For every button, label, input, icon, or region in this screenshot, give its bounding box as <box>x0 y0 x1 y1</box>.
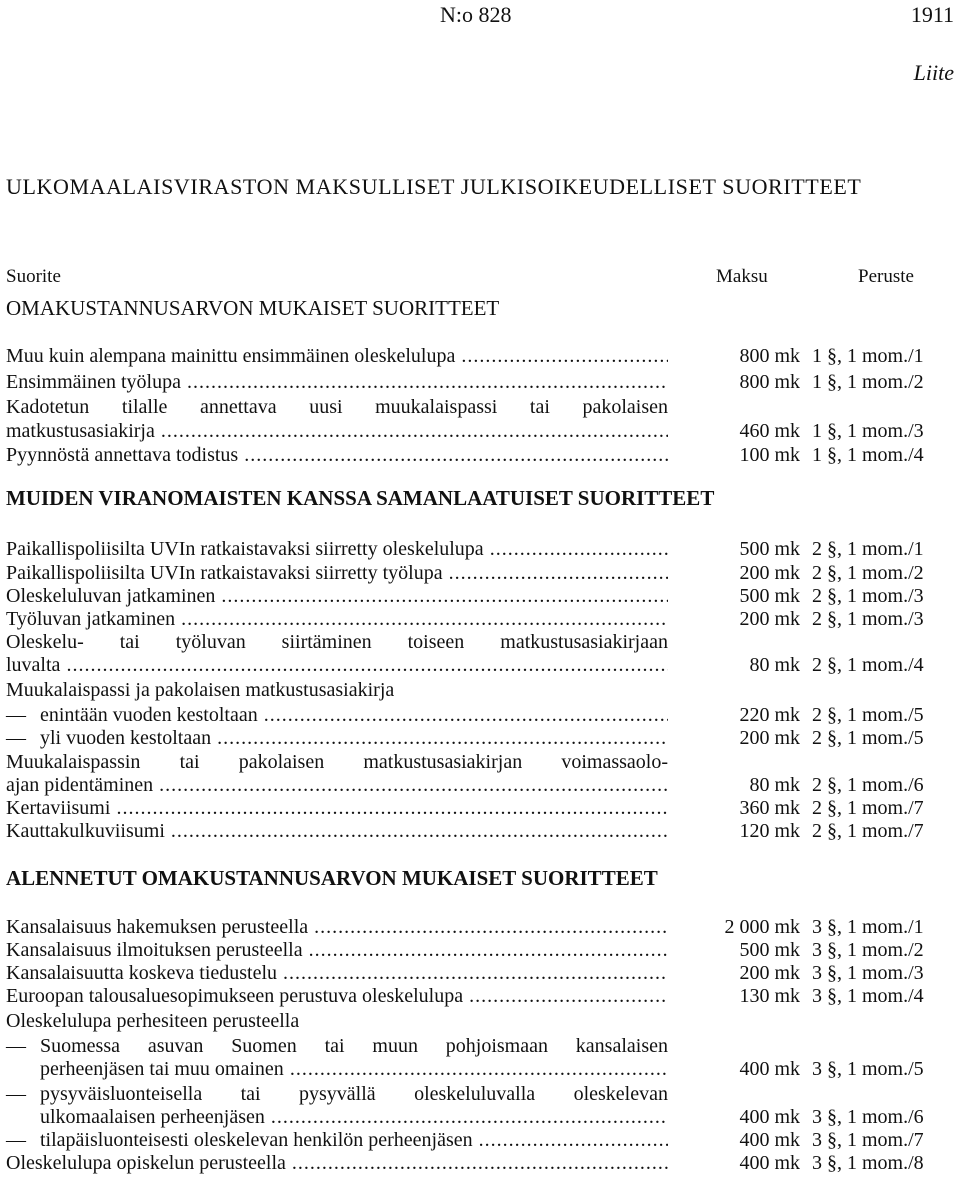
item-text: tilapäisluonteisesti oleskelevan henkilön perheenjäsen ..... <box>40 1129 668 1151</box>
item-text: yli vuoden kestoltaan ..... <box>40 727 668 749</box>
basis-value: 3 §, 1 mom./8 <box>812 1152 924 1174</box>
item-text: pysyväisluonteisella tai pysyvällä oleskeluluvalla oleskelevan <box>40 1083 668 1105</box>
basis-value: 1 §, 1 mom./2 <box>812 371 924 393</box>
item-text: Kansalaisuus hakemuksen perusteella ..... <box>6 916 668 938</box>
item-text: Kansalaisuus ilmoituksen perusteella ..... <box>6 939 668 961</box>
basis-value: 3 §, 1 mom./4 <box>812 985 924 1007</box>
basis-value: 1 §, 1 mom./1 <box>812 345 924 367</box>
dash-marker: — <box>6 1083 26 1105</box>
fee-value: 400 mk <box>739 1129 800 1151</box>
item-text: enintään vuoden kestoltaan ..... <box>40 704 668 726</box>
page-number: 1911 <box>910 2 954 27</box>
fee-value: 500 mk <box>739 585 800 607</box>
item-text: Oleskelulupa opiskelun perusteella ..... <box>6 1152 668 1174</box>
column-header-basis: Peruste <box>858 266 914 287</box>
item-text: Oleskeluluvan jatkaminen ..... <box>6 585 668 607</box>
basis-value: 1 §, 1 mom./3 <box>812 420 924 442</box>
basis-value: 3 §, 1 mom./5 <box>812 1058 924 1080</box>
section-heading: OMAKUSTANNUSARVON MUKAISET SUORITTEET <box>6 296 500 320</box>
item-text: Paikallispoliisilta UVIn ratkaistavaksi siirretty työlupa ..... <box>6 562 668 584</box>
document-number: N:o 828 <box>440 2 512 27</box>
fee-value: 360 mk <box>739 797 800 819</box>
basis-value: 3 §, 1 mom./7 <box>812 1129 924 1151</box>
item-text: Muukalaispassi ja pakolaisen matkustusasiakirja <box>6 679 395 701</box>
basis-value: 2 §, 1 mom./7 <box>812 797 924 819</box>
fee-value: 400 mk <box>739 1058 800 1080</box>
item-text: Työluvan jatkaminen ..... <box>6 608 668 630</box>
dash-marker: — <box>6 1129 26 1151</box>
item-text: Kansalaisuutta koskeva tiedustelu ..... <box>6 962 668 984</box>
section-heading: MUIDEN VIRANOMAISTEN KANSSA SAMANLAATUISET SUORITTEET <box>6 486 715 510</box>
item-text: Oleskelulupa perhesiteen perusteella <box>6 1010 300 1032</box>
item-text: Pyynnöstä annettava todistus ..... <box>6 444 668 466</box>
appendix-label: Liite <box>913 60 954 85</box>
fee-value: 220 mk <box>739 704 800 726</box>
basis-value: 2 §, 1 mom./5 <box>812 704 924 726</box>
item-text: Suomessa asuvan Suomen tai muun pohjoismaan kansalaisen <box>40 1035 668 1057</box>
fee-value: 100 mk <box>739 444 800 466</box>
fee-value: 800 mk <box>739 371 800 393</box>
item-text: Muu kuin alempana mainittu ensimmäinen oleskelulupa ..... <box>6 345 668 367</box>
fee-value: 800 mk <box>739 345 800 367</box>
item-text: luvalta ..... <box>6 654 668 676</box>
fee-value: 400 mk <box>739 1152 800 1174</box>
fee-value: 200 mk <box>739 608 800 630</box>
item-text: matkustusasiakirja ..... <box>6 420 668 442</box>
dash-marker: — <box>6 727 26 749</box>
fee-value: 120 mk <box>739 820 800 842</box>
fee-value: 500 mk <box>739 939 800 961</box>
document-title: ULKOMAALAISVIRASTON MAKSULLISET JULKISOIKEUDELLISET SUORITTEET <box>6 174 862 199</box>
fee-value: 400 mk <box>739 1106 800 1128</box>
item-text: Ensimmäinen työlupa ..... <box>6 371 668 393</box>
basis-value: 3 §, 1 mom./6 <box>812 1106 924 1128</box>
item-text: ajan pidentäminen ..... <box>6 774 668 796</box>
fee-value: 2 000 mk <box>724 916 800 938</box>
basis-value: 2 §, 1 mom./4 <box>812 654 924 676</box>
basis-value: 3 §, 1 mom./2 <box>812 939 924 961</box>
dash-marker: — <box>6 704 26 726</box>
item-text: ulkomaalaisen perheenjäsen ..... <box>40 1106 668 1128</box>
fee-value: 500 mk <box>739 538 800 560</box>
item-text: Euroopan talousaluesopimukseen perustuva oleskelulupa ..... <box>6 985 668 1007</box>
item-text: Oleskelu- tai työluvan siirtäminen toiseen matkustusasiakirjaan <box>6 631 668 653</box>
item-text: Paikallispoliisilta UVIn ratkaistavaksi siirretty oleskelulupa ..... <box>6 538 668 560</box>
section-heading: ALENNETUT OMAKUSTANNUSARVON MUKAISET SUORITTEET <box>6 866 658 890</box>
basis-value: 2 §, 1 mom./2 <box>812 562 924 584</box>
basis-value: 1 §, 1 mom./4 <box>812 444 924 466</box>
fee-value: 130 mk <box>739 985 800 1007</box>
basis-value: 2 §, 1 mom./6 <box>812 774 924 796</box>
column-header-item: Suorite <box>6 266 61 287</box>
fee-value: 200 mk <box>739 727 800 749</box>
basis-value: 3 §, 1 mom./3 <box>812 962 924 984</box>
item-text: Kauttakulkuviisumi ..... <box>6 820 668 842</box>
fee-value: 80 mk <box>749 774 800 796</box>
fee-value: 460 mk <box>739 420 800 442</box>
item-text: perheenjäsen tai muu omainen ..... <box>40 1058 668 1080</box>
fee-value: 80 mk <box>749 654 800 676</box>
dash-marker: — <box>6 1035 26 1057</box>
item-text: Muukalaispassin tai pakolaisen matkustusasiakirjan voimassaolo- <box>6 751 668 773</box>
basis-value: 2 §, 1 mom./3 <box>812 608 924 630</box>
fee-value: 200 mk <box>739 562 800 584</box>
basis-value: 2 §, 1 mom./5 <box>812 727 924 749</box>
item-text: Kertaviisumi ..... <box>6 797 668 819</box>
column-header-fee: Maksu <box>716 266 768 287</box>
item-text: Kadotetun tilalle annettava uusi muukalaispassi tai pakolaisen <box>6 396 668 418</box>
basis-value: 2 §, 1 mom./1 <box>812 538 924 560</box>
basis-value: 3 §, 1 mom./1 <box>812 916 924 938</box>
basis-value: 2 §, 1 mom./3 <box>812 585 924 607</box>
basis-value: 2 §, 1 mom./7 <box>812 820 924 842</box>
fee-value: 200 mk <box>739 962 800 984</box>
